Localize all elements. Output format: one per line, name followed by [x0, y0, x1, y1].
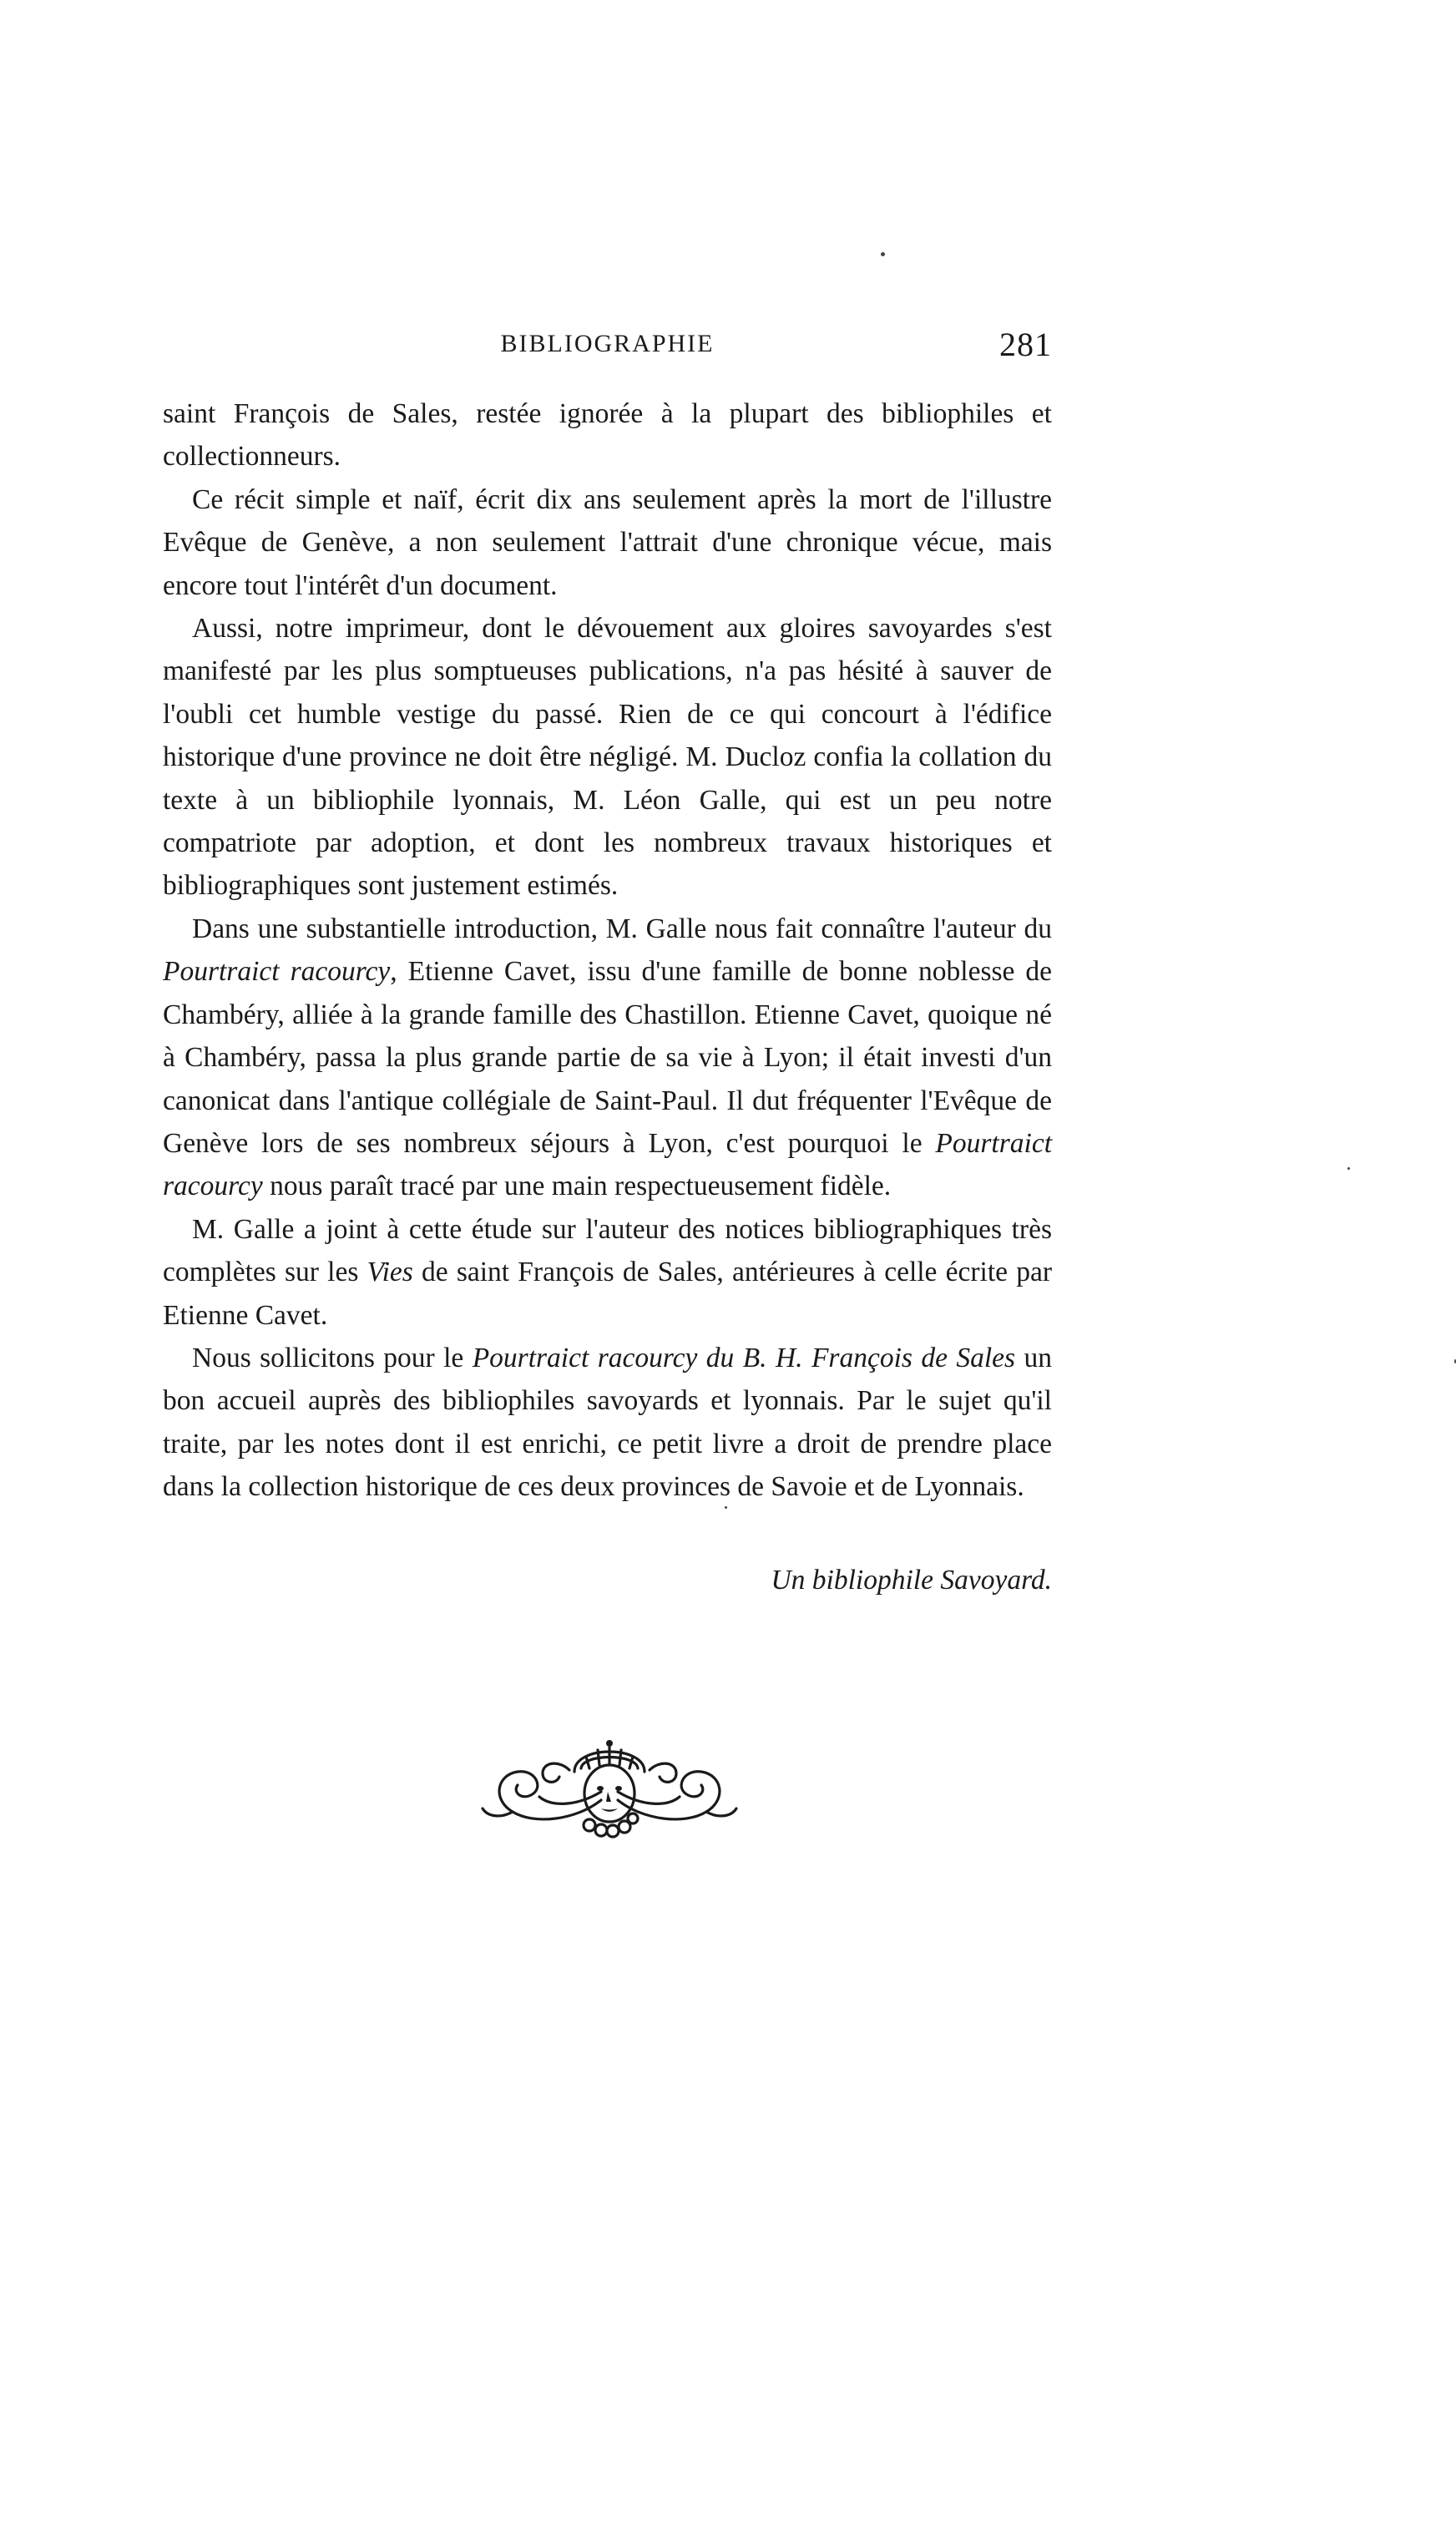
text-run: Nous sollicitons pour le — [192, 1342, 473, 1373]
running-title: BIBLIOGRAPHIE — [500, 330, 715, 357]
italic-title-text: Pourtraict racourcy du B. H. François de Sales — [472, 1342, 1016, 1373]
paragraph-sollicitons — [163, 1337, 1052, 1509]
paragraph-continuation — [163, 392, 1052, 478]
cherub-face-scroll-ornament-icon — [476, 1720, 743, 1845]
italic-title-text: Vies — [367, 1257, 413, 1288]
signature: Un bibliophile Savoyard. — [771, 1565, 1052, 1596]
text-run: un bon accueil auprès des bibliophiles savoyards et lyonnais. Par le sujet qu'il traite, par les notes dont il est enrichi, ce petit livre a droit de prendre place dans la collection historique de ces deux provinces de Savoie et de Lyonnais. — [163, 1342, 1052, 1503]
text-run: M. Galle a joint à cette étude sur l'auteur des notices bibliographiques très complètes sur les — [163, 1213, 1052, 1288]
italic-title-text: Pourtraict racourcy — [163, 1127, 1052, 1202]
paragraph-imprimeur — [163, 607, 1052, 908]
paragraph-notices — [163, 1208, 1052, 1337]
paper-speck — [1347, 1167, 1350, 1170]
text-run: de saint François de Sales, antérieures à celle écrite par Etienne Cavet. — [163, 1257, 1052, 1331]
paragraph-recit — [163, 478, 1052, 607]
running-head — [163, 326, 1052, 372]
text-run: Dans une substantielle introduction, M. Galle nous fait connaître l'auteur du — [192, 913, 1052, 944]
text-run: nous paraît tracé par une main respectueusement fidèle. — [262, 1171, 892, 1202]
body-text — [163, 392, 1052, 1509]
paper-speck — [881, 252, 885, 256]
text-run: saint François de Sales, restée ignorée à la plupart des bibliophiles et collectionneurs. — [163, 398, 1052, 473]
paragraph-introduction — [163, 908, 1052, 1208]
page-number: 281 — [999, 326, 1052, 363]
text-run: , Etienne Cavet, issu d'une famille de bonne noblesse de Chambéry, alliée à la grande famille des Chastillon. Etienne Cavet, quoique né à Chambéry, passa la plus grande partie de sa vie à Lyon; il était investi d'un canonicat dans l'antique collégiale de Saint-Paul. Il dut fréquenter l'Evêque de Genève lors de ses nombreux séjours à Lyon, c'est pourquoi le — [163, 956, 1053, 1159]
text-run: Ce récit simple et naïf, écrit dix ans seulement après la mort de l'illustre Evêque de Genève, a non seulement l'attrait d'une chronique vécue, mais encore tout l'intérêt d'un document. — [163, 483, 1052, 601]
italic-title-text: Pourtraict racourcy — [163, 956, 391, 988]
text-run: Aussi, notre imprimeur, dont le dévouement aux gloires savoyardes s'est manifesté par les plus somptueuses publications, n'a pas hésité à sauver de l'oubli cet humble vestige du passé. Rien de ce qui concourt à l'édifice historique d'une province ne doit être négligé. M. Ducloz confia la collation du texte à un bibliophile lyonnais, M. Léon Galle, qui est un peu notre compatriote par adoption, et dont les nombreux travaux historiques et bibliographiques sont justement estimés. — [163, 613, 1052, 902]
paper-speck — [725, 1506, 727, 1509]
